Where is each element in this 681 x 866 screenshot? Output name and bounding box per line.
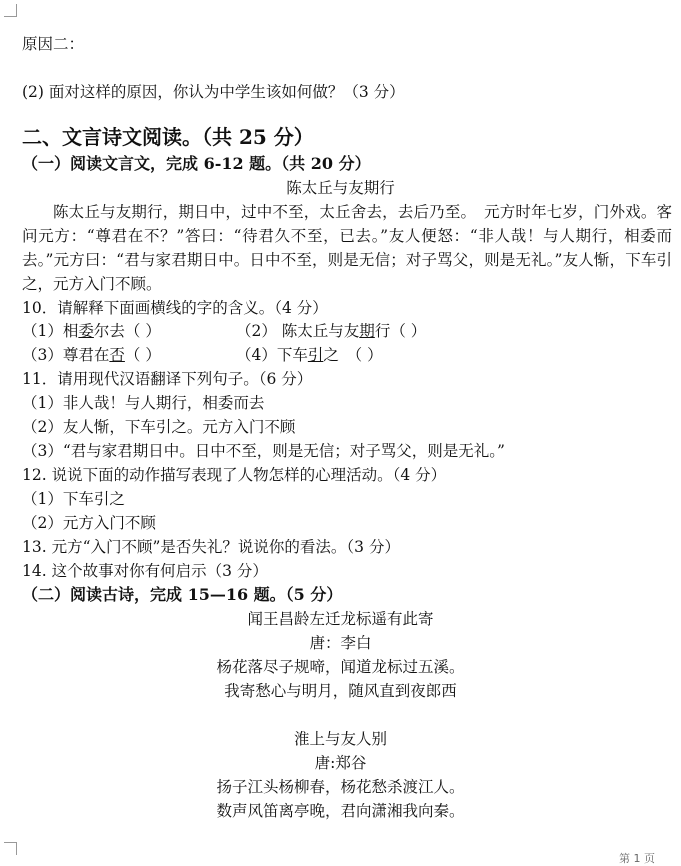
item-text: 之 （ ） <box>323 346 383 364</box>
page-number: 第 1 页 <box>619 852 655 865</box>
corner-mark-top-left <box>4 4 17 17</box>
question-10-stem: 10．请解释下面画横线的字的含义。（4 分） <box>22 299 328 317</box>
poem-2-author: 唐:郑谷 <box>314 754 367 772</box>
part-heading: （二）阅读古诗，完成 15—16 题。（5 分） <box>22 585 343 604</box>
poem-2-line-1: 扬子江头杨柳春，杨花愁杀渡江人。 <box>216 778 465 796</box>
question-10-item-3 <box>22 345 161 365</box>
item-text: 行（ ） <box>374 322 427 340</box>
section-title: 二、文言诗文阅读。（共 25 分） <box>22 125 314 149</box>
question-text: (2) 面对这样的原因，你认为中学生该如何做？（3 分） <box>22 83 405 101</box>
question-10-item-4 <box>236 345 383 365</box>
question-11-item-1: （1）非人哉！与人期行，相委而去 <box>22 394 265 412</box>
question-10-item-1 <box>22 321 161 341</box>
underlined-char: 否 <box>109 346 125 364</box>
poem-1-author: 唐：李白 <box>309 634 372 652</box>
poem-1-line-2: 我寄愁心与明月，随风直到夜郎西 <box>224 682 457 700</box>
underlined-char: 期 <box>359 322 375 340</box>
question-13: 13. 元方“入门不顾”是否失礼？说说你的看法。（3 分） <box>22 538 400 556</box>
poem-2-line-2: 数声风笛离亭晚，君向潇湘我向秦。 <box>216 802 465 820</box>
passage-text: 陈太丘与友期行，期日中，过中不至，太丘舍去，去后乃至。 元方时年七岁，门外戏。客问元方：“尊君在不？”答曰：“待君久不至，已去。”友人便怒：“非人哉！与人期行，相委而去。”元方曰：“君与家君期日中。日中不至，则是无信；对子骂父，则是无礼。”友人惭，下车引之，元方入门不顾。 <box>22 203 672 293</box>
question-11-item-3: （3）“君与家君期日中。日中不至，则是无信；对子骂父，则是无礼。” <box>22 442 505 460</box>
item-text: （3）尊君在 <box>22 346 110 364</box>
poem-1-line-1: 杨花落尽子规啼，闻道龙标过五溪。 <box>216 658 465 676</box>
item-text: （4）下车 <box>236 346 308 364</box>
underlined-char: 引 <box>307 346 324 364</box>
question-11-item-2: （2）友人惭，下车引之。元方入门不顾 <box>22 418 296 436</box>
poem-2-title: 淮上与友人别 <box>293 730 387 748</box>
question-11-stem: 11．请用现代汉语翻译下列句子。（6 分） <box>22 370 313 388</box>
question-12-item-2: （2）元方入门不顾 <box>22 514 156 532</box>
corner-mark-bottom-left <box>4 842 17 855</box>
item-text: （2） 陈太丘与友 <box>236 322 360 340</box>
question-12-item-1: （1）下车引之 <box>22 490 125 508</box>
question-10-item-2 <box>236 321 426 341</box>
item-text: （ ） <box>124 346 161 364</box>
question-14: 14. 这个故事对你有何启示（3 分） <box>22 562 268 580</box>
item-text: 尔去（ ） <box>93 322 161 340</box>
question-12-stem: 12. 说说下面的动作描写表现了人物怎样的心理活动。（4 分） <box>22 466 447 484</box>
underlined-char: 委 <box>78 322 94 340</box>
part-heading: （一）阅读文言文，完成 6-12 题。（共 20 分） <box>22 154 371 173</box>
item-text: （1）相 <box>22 322 79 340</box>
passage-title: 陈太丘与友期行 <box>286 179 395 197</box>
reason-two-label: 原因二： <box>22 35 85 53</box>
poem-1-title: 闻王昌龄左迁龙标遥有此寄 <box>247 610 434 628</box>
